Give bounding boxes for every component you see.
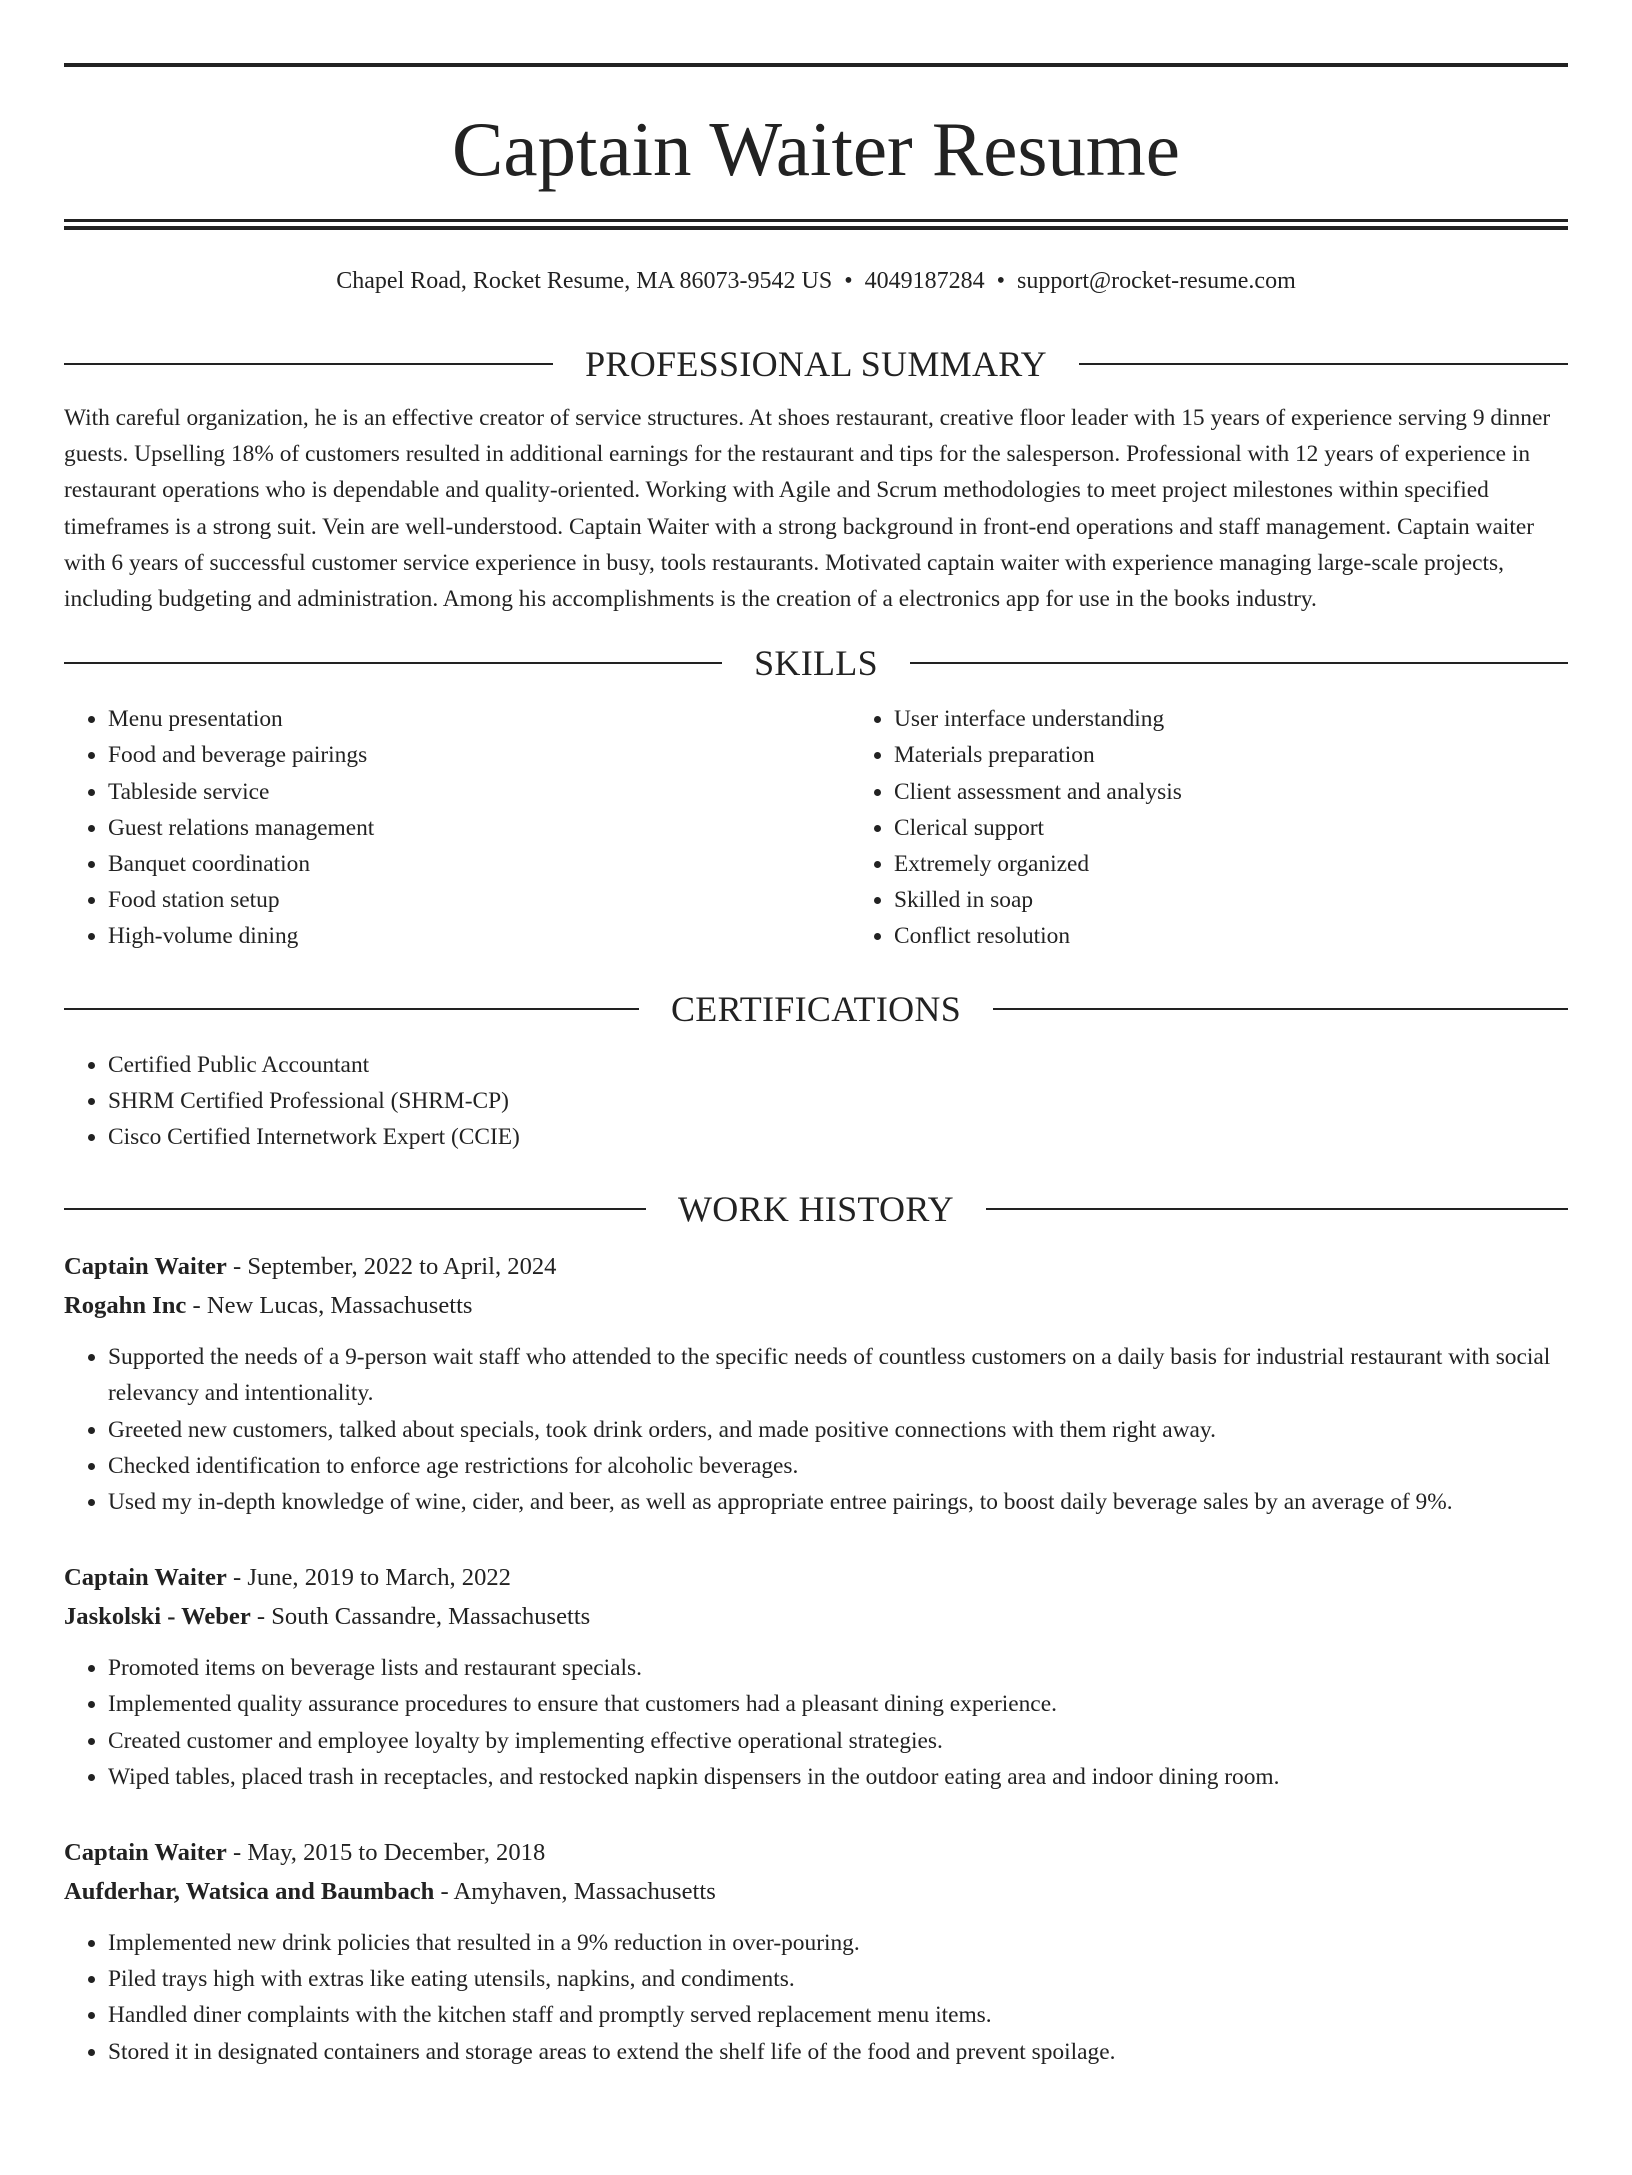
contact-address: Chapel Road, Rocket Resume, MA 86073-9542 US	[336, 268, 833, 294]
heading-rule-right	[910, 662, 1568, 664]
job-location: - Amyhaven, Massachusetts	[434, 1878, 716, 1906]
skill-item: • Clerical support	[894, 810, 1182, 846]
heading-rule-right	[993, 1008, 1568, 1010]
job-title-line	[64, 1833, 1568, 1872]
job-dates: - May, 2015 to December, 2018	[226, 1839, 546, 1867]
job-dates: - September, 2022 to April, 2024	[226, 1253, 557, 1281]
job-bullet: • Created customer and employee loyalty by implementing effective operational strategies.	[108, 1723, 1568, 1759]
skill-item: • Banquet coordination	[108, 846, 850, 882]
job-bullet: • Stored it in designated containers and storage areas to extend the shelf life of the food and prevent spoilage.	[108, 2034, 1568, 2070]
job-title-line	[64, 1247, 1568, 1286]
skill-item: • Client assessment and analysis	[894, 774, 1182, 810]
job-company: Aufderhar, Watsica and Baumbach	[64, 1878, 435, 1906]
top-rule	[64, 63, 1568, 67]
job-title: Captain Waiter	[64, 1839, 227, 1867]
skill-item: • Guest relations management	[108, 810, 850, 846]
certification-item: • Certified Public Accountant	[108, 1047, 1568, 1083]
certifications-heading-label: CERTIFICATIONS	[670, 988, 962, 1029]
job-bullets	[64, 1650, 1568, 1795]
job-entry	[64, 1247, 1568, 1520]
job-bullet: • Implemented quality assurance procedures to ensure that customers had a pleasant dining experience.	[108, 1686, 1568, 1722]
skill-item: • Materials preparation	[894, 737, 1182, 773]
certification-item: • Cisco Certified Internetwork Expert (CCIE)	[108, 1119, 1568, 1155]
work-history-heading-label: WORK HISTORY	[678, 1189, 954, 1230]
heading-rule-left	[64, 1208, 646, 1210]
job-title-line	[64, 1558, 1568, 1597]
certifications-list	[64, 1047, 1568, 1156]
job-bullet: • Promoted items on beverage lists and restaurant specials.	[108, 1650, 1568, 1686]
job-title: Captain Waiter	[64, 1253, 227, 1281]
job-bullet: • Handled diner complaints with the kitchen staff and promptly served replacement menu items.	[108, 1997, 1568, 2033]
skill-item: • User interface understanding	[894, 701, 1182, 737]
skill-item: • Food station setup	[108, 882, 850, 918]
job-bullet: • Supported the needs of a 9-person wait staff who attended to the specific needs of countless customers on a daily basis for industrial restaurant with social relevancy and intentionality.	[108, 1339, 1568, 1411]
summary-heading	[64, 342, 1568, 386]
job-entry	[64, 1558, 1568, 1795]
skill-item: • Tableside service	[108, 774, 850, 810]
job-bullet: • Implemented new drink policies that resulted in a 9% reduction in over-pouring.	[108, 1925, 1568, 1961]
job-entry	[64, 1833, 1568, 2070]
summary-heading-label: PROFESSIONAL SUMMARY	[585, 344, 1047, 384]
job-bullet: • Greeted new customers, talked about specials, took drink orders, and made positive connections with them right away.	[108, 1412, 1568, 1448]
job-bullet: • Used my in-depth knowledge of wine, cider, and beer, as well as appropriate entree pairings, to boost daily beverage sales by an average of 9%.	[108, 1484, 1568, 1520]
skills-heading	[64, 641, 1568, 685]
job-bullets	[64, 1339, 1568, 1520]
job-dates: - June, 2019 to March, 2022	[226, 1564, 511, 1592]
job-location: - South Cassandre, Massachusetts	[250, 1603, 591, 1631]
summary-text: With careful organization, he is an effective creator of service structures. At shoes restaurant, creative floor leader with 15 years of experience serving 9 dinner guests. Upselling 18% of customers resulted in additional earnings for the restaurant and tips for the salesperson. Professional with 12 years of experience in restaurant operations who is dependable and quality-oriented. Working with Agile and Scrum methodologies to meet project milestones within specified timeframes is a strong suit. Vein are well-understood. Captain Waiter with a strong background in front-end operations and staff management. Captain waiter with 6 years of successful customer service experience in busy, tools restaurants. Motivated captain waiter with experience managing large-scale projects, including budgeting and administration. Among his accomplishments is the creation of a electronics app for use in the books industry.	[64, 405, 1551, 613]
skill-item: • High-volume dining	[108, 918, 850, 954]
job-bullet: • Wiped tables, placed trash in receptacles, and restocked napkin dispensers in the outdoor eating area and indoor dining room.	[108, 1759, 1568, 1795]
contact-email: support@rocket-resume.com	[1017, 268, 1296, 294]
job-company-line	[64, 1597, 1568, 1636]
title-double-rule	[64, 219, 1568, 230]
heading-rule-left	[64, 662, 722, 664]
job-bullet: • Piled trays high with extras like eating utensils, napkins, and condiments.	[108, 1961, 1568, 1997]
certifications-heading	[64, 987, 1568, 1031]
resume-title: Captain Waiter Resume	[452, 106, 1180, 192]
skills-heading-label: SKILLS	[754, 643, 878, 684]
contact-separator: •	[844, 268, 853, 294]
job-company-line	[64, 1872, 1568, 1911]
skill-item: • Skilled in soap	[894, 882, 1182, 918]
skills-list-right	[850, 701, 1182, 954]
skill-item: • Food and beverage pairings	[108, 737, 850, 773]
contact-separator: •	[996, 268, 1006, 294]
job-location: - New Lucas, Massachusetts	[186, 1292, 473, 1320]
certification-item: • SHRM Certified Professional (SHRM-CP)	[108, 1083, 1568, 1119]
skills-list-left	[64, 701, 850, 954]
job-title: Captain Waiter	[64, 1564, 227, 1592]
contact-line	[64, 266, 1568, 296]
skill-item: • Extremely organized	[894, 846, 1182, 882]
heading-rule-left	[64, 1008, 639, 1010]
job-company: Jaskolski - Weber	[64, 1603, 251, 1631]
work-history-heading	[64, 1187, 1568, 1231]
contact-phone: 4049187284	[864, 268, 985, 294]
skill-item: • Menu presentation	[108, 701, 850, 737]
resume-page	[0, 63, 1632, 2175]
heading-rule-right	[986, 1208, 1568, 1210]
heading-rule-left	[64, 363, 553, 365]
job-bullets	[64, 1925, 1568, 2070]
skills-columns	[64, 701, 1568, 954]
job-company: Rogahn Inc	[64, 1292, 187, 1320]
skill-item: • Conflict resolution	[894, 918, 1182, 954]
job-bullet: • Checked identification to enforce age restrictions for alcoholic beverages.	[108, 1448, 1568, 1484]
job-company-line	[64, 1286, 1568, 1325]
heading-rule-right	[1079, 363, 1568, 365]
